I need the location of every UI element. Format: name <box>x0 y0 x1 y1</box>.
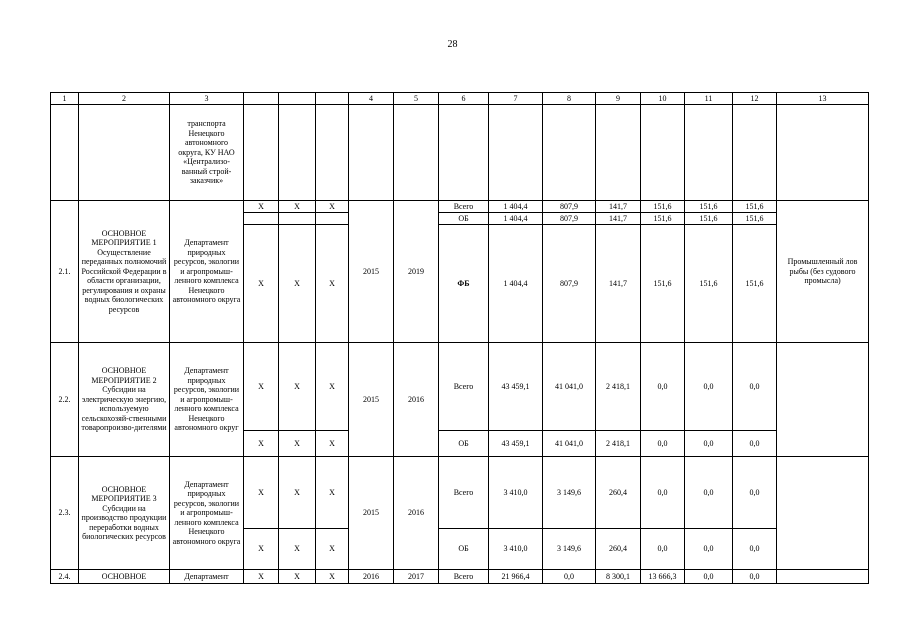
amount-2015: 807,9 <box>543 213 596 225</box>
start-year: 2015 <box>349 201 394 343</box>
funding-source: ФБ <box>439 225 489 343</box>
amount-2015: 3 149,6 <box>543 529 596 570</box>
funding-source: Всего <box>439 343 489 431</box>
amount-2019: 151,6 <box>733 213 777 225</box>
col-header: 1 <box>51 93 79 105</box>
x-mark: Х <box>316 431 349 457</box>
amount-2016: 260,4 <box>596 457 641 529</box>
x-mark: Х <box>316 570 349 584</box>
activity-cell <box>79 457 170 570</box>
row-number: 2.4. <box>51 570 79 584</box>
x-mark: Х <box>244 225 279 343</box>
activity-cell <box>79 343 170 457</box>
amount-2016: 2 418,1 <box>596 343 641 431</box>
amount-2018: 0,0 <box>685 343 733 431</box>
amount-2017: 0,0 <box>641 431 685 457</box>
col-header: 10 <box>641 93 685 105</box>
cell-empty <box>279 105 316 201</box>
row-number: 2.1. <box>51 201 79 343</box>
amount-2015: 0,0 <box>543 570 596 584</box>
cell-empty <box>79 105 170 201</box>
table-row <box>51 201 869 213</box>
amount-2017: 0,0 <box>641 529 685 570</box>
col-header: 11 <box>685 93 733 105</box>
x-mark: Х <box>316 343 349 431</box>
amount-2016: 8 300,1 <box>596 570 641 584</box>
activity-title: ОСНОВНОЕ МЕРОПРИЯТИЕ 2 <box>91 366 157 385</box>
activity-cell <box>79 201 170 343</box>
indicator-cell: Промышленный лов рыбы (без судового промысла) <box>777 201 869 343</box>
amount-2019: 0,0 <box>733 529 777 570</box>
col-header: 12 <box>733 93 777 105</box>
cell-empty <box>51 105 79 201</box>
x-mark: Х <box>279 225 316 343</box>
amount-2017: 0,0 <box>641 457 685 529</box>
cell-empty <box>596 105 641 201</box>
col-header: 4 <box>349 93 394 105</box>
end-year: 2016 <box>394 457 439 570</box>
x-mark: Х <box>279 529 316 570</box>
table-row <box>51 457 869 529</box>
amount-2016: 2 418,1 <box>596 431 641 457</box>
amount-total: 43 459,1 <box>489 343 543 431</box>
executor-cell: Департамент природных ресурсов, экологии и агропромыш-ленного комплекса Ненецкого автономного округа <box>170 201 244 343</box>
amount-2015: 3 149,6 <box>543 457 596 529</box>
funding-source: ОБ <box>439 431 489 457</box>
activity-title: ОСНОВНОЕ <box>79 570 170 584</box>
x-mark: Х <box>279 201 316 213</box>
executor-cell: Департамент природных ресурсов, экологии и агропромыш-ленного комплекса Ненецкого автономного округа <box>170 457 244 570</box>
cell-empty <box>349 105 394 201</box>
x-mark: Х <box>244 529 279 570</box>
amount-total: 43 459,1 <box>489 431 543 457</box>
row-number: 2.2. <box>51 343 79 457</box>
x-mark: Х <box>244 570 279 584</box>
amount-2015: 41 041,0 <box>543 343 596 431</box>
cell-empty <box>244 213 279 225</box>
amount-2015: 807,9 <box>543 225 596 343</box>
table-row-continuation <box>51 105 869 201</box>
amount-2019: 0,0 <box>733 570 777 584</box>
start-year: 2015 <box>349 457 394 570</box>
x-mark: Х <box>316 457 349 529</box>
x-mark: Х <box>244 457 279 529</box>
activity-description: Субсидии на производство продукции переработки водных биологических ресурсов <box>81 503 167 541</box>
cell-empty <box>439 105 489 201</box>
col-header: 13 <box>777 93 869 105</box>
cell-empty <box>543 105 596 201</box>
amount-2018: 151,6 <box>685 201 733 213</box>
funding-source: Всего <box>439 457 489 529</box>
col-header: 9 <box>596 93 641 105</box>
x-mark: Х <box>279 570 316 584</box>
cell-empty <box>316 213 349 225</box>
activity-title: ОСНОВНОЕ МЕРОПРИЯТИЕ 1 <box>91 228 157 248</box>
col-header: 8 <box>543 93 596 105</box>
x-mark: Х <box>279 343 316 431</box>
amount-2016: 141,7 <box>596 201 641 213</box>
amount-2019: 0,0 <box>733 343 777 431</box>
column-number-row <box>51 93 869 105</box>
amount-total: 1 404,4 <box>489 201 543 213</box>
cell-empty <box>733 105 777 201</box>
cell-empty <box>279 213 316 225</box>
executor-cell: транспорта Ненецкого автономного округа, КУ НАО «Централизо-ванный строй-заказчик» <box>170 105 244 201</box>
amount-total: 3 410,0 <box>489 457 543 529</box>
amount-2016: 260,4 <box>596 529 641 570</box>
amount-2016: 141,7 <box>596 225 641 343</box>
amount-2018: 0,0 <box>685 431 733 457</box>
amount-2018: 151,6 <box>685 225 733 343</box>
cell-empty <box>394 105 439 201</box>
amount-2017: 0,0 <box>641 343 685 431</box>
x-mark: Х <box>244 201 279 213</box>
cell-empty <box>641 105 685 201</box>
funding-source: ОБ <box>439 213 489 225</box>
funding-source: ОБ <box>439 529 489 570</box>
col-header: 6 <box>439 93 489 105</box>
start-year: 2016 <box>349 570 394 584</box>
activity-title: ОСНОВНОЕ МЕРОПРИЯТИЕ 3 <box>91 484 157 503</box>
end-year: 2019 <box>394 201 439 343</box>
amount-2017: 151,6 <box>641 201 685 213</box>
x-mark: Х <box>316 201 349 213</box>
x-mark: Х <box>316 225 349 343</box>
indicator-cell <box>777 343 869 457</box>
amount-2019: 0,0 <box>733 431 777 457</box>
col-header <box>279 93 316 105</box>
x-mark: Х <box>244 343 279 431</box>
amount-total: 3 410,0 <box>489 529 543 570</box>
x-mark: Х <box>279 457 316 529</box>
amount-2017: 13 666,3 <box>641 570 685 584</box>
page-number: 28 <box>447 39 458 50</box>
activity-description: Субсидии на электрическую энергию, используемую сельскохозяй-ственными товаропроизво-дителями <box>81 385 167 433</box>
cell-empty <box>489 105 543 201</box>
start-year: 2015 <box>349 343 394 457</box>
cell-empty <box>777 105 869 201</box>
amount-2015: 41 041,0 <box>543 431 596 457</box>
cell-empty <box>316 105 349 201</box>
funding-source: Всего <box>439 570 489 584</box>
amount-total: 1 404,4 <box>489 225 543 343</box>
amount-total: 21 966,4 <box>489 570 543 584</box>
amount-2017: 151,6 <box>641 213 685 225</box>
col-header <box>316 93 349 105</box>
amount-2019: 151,6 <box>733 225 777 343</box>
indicator-cell <box>777 457 869 570</box>
funding-source: Всего <box>439 201 489 213</box>
table-row <box>51 343 869 431</box>
amount-2018: 0,0 <box>685 529 733 570</box>
col-header: 3 <box>170 93 244 105</box>
amount-2019: 151,6 <box>733 201 777 213</box>
amount-2018: 0,0 <box>685 570 733 584</box>
col-header: 5 <box>394 93 439 105</box>
amount-2016: 141,7 <box>596 213 641 225</box>
executor-cell: Департамент <box>170 570 244 584</box>
col-header: 2 <box>79 93 170 105</box>
col-header <box>244 93 279 105</box>
indicator-cell <box>777 570 869 584</box>
row-number: 2.3. <box>51 457 79 570</box>
x-mark: Х <box>316 529 349 570</box>
amount-2018: 151,6 <box>685 213 733 225</box>
cell-empty <box>244 105 279 201</box>
executor-cell: Департамент природных ресурсов, экологии и агропромыш-ленного комплекса Ненецкого автономного округ <box>170 343 244 457</box>
end-year: 2016 <box>394 343 439 457</box>
cell-empty <box>685 105 733 201</box>
amount-2015: 807,9 <box>543 201 596 213</box>
amount-2019: 0,0 <box>733 457 777 529</box>
x-mark: Х <box>279 431 316 457</box>
program-activities-table <box>50 92 869 584</box>
x-mark: Х <box>244 431 279 457</box>
amount-total: 1 404,4 <box>489 213 543 225</box>
activity-description: Осуществление переданных полномочий Российской Федерации в области организации, регулирования и охраны водных биологических ресурсов <box>81 247 167 314</box>
col-header: 7 <box>489 93 543 105</box>
table-row <box>51 570 869 584</box>
amount-2018: 0,0 <box>685 457 733 529</box>
end-year: 2017 <box>394 570 439 584</box>
amount-2017: 151,6 <box>641 225 685 343</box>
